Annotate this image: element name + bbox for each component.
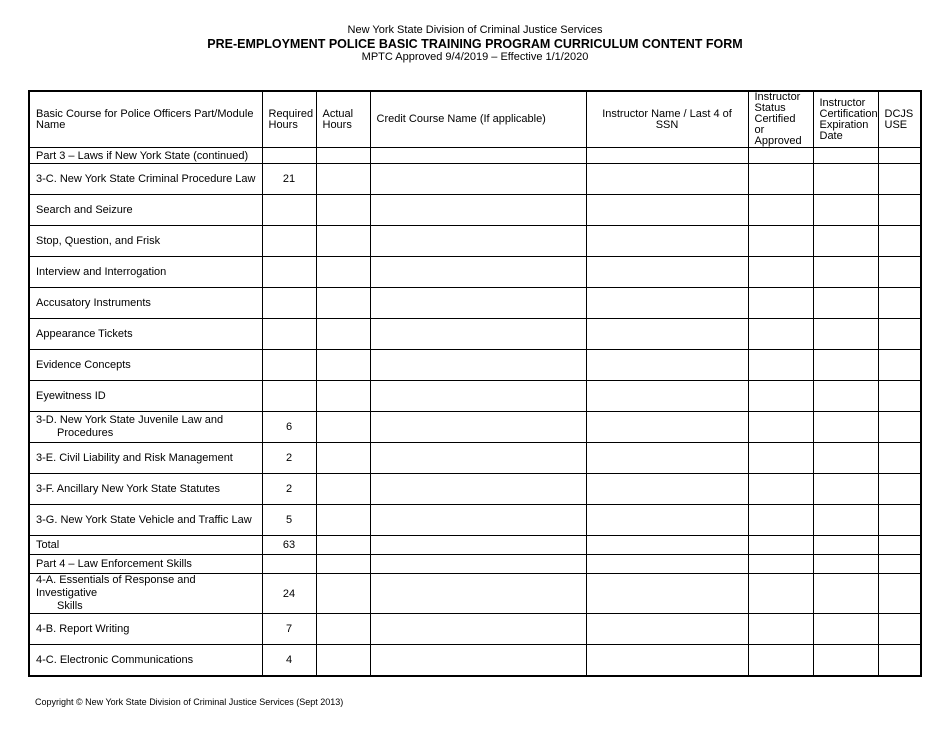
table-row bbox=[29, 319, 921, 350]
actual-hours-cell[interactable] bbox=[316, 412, 370, 443]
table-row bbox=[29, 474, 921, 505]
actual-hours-cell[interactable] bbox=[316, 257, 370, 288]
dcjs-use-cell bbox=[878, 226, 921, 257]
instructor-name-cell[interactable] bbox=[586, 164, 748, 195]
required-hours bbox=[262, 195, 316, 226]
curriculum-table bbox=[28, 90, 922, 677]
col-instructor-status: Instructor Status Certified or Approved bbox=[748, 91, 813, 148]
module-name: Accusatory Instruments bbox=[29, 288, 262, 319]
actual-hours-cell[interactable] bbox=[316, 350, 370, 381]
col-actual-hours: Actual Hours bbox=[316, 91, 370, 148]
required-hours bbox=[262, 319, 316, 350]
module-name: 3-G. New York State Vehicle and Traffic Law bbox=[29, 505, 262, 536]
instructor-name-cell[interactable] bbox=[586, 505, 748, 536]
instructor-status-cell[interactable] bbox=[748, 381, 813, 412]
credit-course-cell[interactable] bbox=[370, 164, 586, 195]
actual-hours-cell[interactable] bbox=[316, 381, 370, 412]
instructor-name-cell[interactable] bbox=[586, 645, 748, 676]
credit-course-cell[interactable] bbox=[370, 536, 586, 555]
col-module-name: Basic Course for Police Officers Part/Module Name bbox=[29, 91, 262, 148]
module-name: Stop, Question, and Frisk bbox=[29, 226, 262, 257]
credit-course-cell[interactable] bbox=[370, 645, 586, 676]
copyright-footer: Copyright © New York State Division of Criminal Justice Services (Sept 2013) bbox=[35, 697, 344, 707]
table-row bbox=[29, 195, 921, 226]
dcjs-use-cell bbox=[878, 288, 921, 319]
table-row bbox=[29, 505, 921, 536]
dcjs-use-cell bbox=[878, 412, 921, 443]
instructor-name-cell[interactable] bbox=[586, 536, 748, 555]
required-hours: 7 bbox=[262, 614, 316, 645]
table-row bbox=[29, 257, 921, 288]
instructor-name-cell[interactable] bbox=[586, 195, 748, 226]
approval-line: MPTC Approved 9/4/2019 – Effective 1/1/2020 bbox=[361, 51, 589, 63]
instructor-name-cell[interactable] bbox=[586, 555, 748, 574]
module-name: Search and Seizure bbox=[29, 195, 262, 226]
required-hours bbox=[262, 381, 316, 412]
actual-hours-cell[interactable] bbox=[316, 505, 370, 536]
instructor-name-cell[interactable] bbox=[586, 226, 748, 257]
col-instructor-cert: Instructor Certification Expiration Date bbox=[813, 91, 878, 148]
required-hours: 21 bbox=[262, 164, 316, 195]
instructor-cert-cell[interactable] bbox=[813, 164, 878, 195]
instructor-cert-cell[interactable] bbox=[813, 226, 878, 257]
credit-course-cell[interactable] bbox=[370, 443, 586, 474]
required-hours bbox=[262, 350, 316, 381]
instructor-status-cell[interactable] bbox=[748, 645, 813, 676]
instructor-status-cell[interactable] bbox=[748, 474, 813, 505]
header-row bbox=[29, 91, 921, 148]
table-row bbox=[29, 350, 921, 381]
instructor-cert-cell[interactable] bbox=[813, 195, 878, 226]
credit-course-cell[interactable] bbox=[370, 288, 586, 319]
col-required-hours: Required Hours bbox=[262, 91, 316, 148]
actual-hours-cell[interactable] bbox=[316, 148, 370, 164]
actual-hours-cell[interactable] bbox=[316, 574, 370, 614]
dcjs-use-cell bbox=[878, 555, 921, 574]
credit-course-cell[interactable] bbox=[370, 614, 586, 645]
dcjs-use-cell bbox=[878, 614, 921, 645]
dcjs-use-cell bbox=[878, 505, 921, 536]
instructor-status-cell[interactable] bbox=[748, 148, 813, 164]
dcjs-use-cell bbox=[878, 350, 921, 381]
module-name: 3-F. Ancillary New York State Statutes bbox=[29, 474, 262, 505]
instructor-name-cell[interactable] bbox=[586, 257, 748, 288]
actual-hours-cell[interactable] bbox=[316, 645, 370, 676]
module-name-line1: 3-D. New York State Juvenile Law and bbox=[36, 414, 224, 426]
instructor-cert-cell[interactable] bbox=[813, 505, 878, 536]
required-hours: 4 bbox=[262, 645, 316, 676]
credit-course-cell[interactable] bbox=[370, 412, 586, 443]
col-dcjs-use: DCJS USE bbox=[878, 91, 921, 148]
dcjs-use-cell bbox=[878, 164, 921, 195]
actual-hours-cell[interactable] bbox=[316, 319, 370, 350]
instructor-cert-cell[interactable] bbox=[813, 536, 878, 555]
module-name: Evidence Concepts bbox=[29, 350, 262, 381]
total-row bbox=[29, 536, 921, 555]
module-name: 4-C. Electronic Communications bbox=[29, 645, 262, 676]
module-name-line2: Procedures bbox=[57, 427, 114, 439]
required-hours bbox=[262, 226, 316, 257]
module-name: 4-B. Report Writing bbox=[29, 614, 262, 645]
credit-course-cell[interactable] bbox=[370, 257, 586, 288]
credit-course-cell[interactable] bbox=[370, 474, 586, 505]
table-row bbox=[29, 164, 921, 195]
credit-course-cell[interactable] bbox=[370, 195, 586, 226]
instructor-cert-cell[interactable] bbox=[813, 350, 878, 381]
instructor-name-cell[interactable] bbox=[586, 381, 748, 412]
credit-course-cell[interactable] bbox=[370, 574, 586, 614]
instructor-status-cell[interactable] bbox=[748, 288, 813, 319]
instructor-cert-cell[interactable] bbox=[813, 574, 878, 614]
instructor-name-cell[interactable] bbox=[586, 288, 748, 319]
dcjs-use-cell bbox=[878, 381, 921, 412]
required-hours bbox=[262, 288, 316, 319]
instructor-cert-cell[interactable] bbox=[813, 381, 878, 412]
required-hours: 24 bbox=[262, 574, 316, 614]
instructor-cert-cell[interactable] bbox=[813, 555, 878, 574]
module-name-line2: Skills bbox=[57, 600, 83, 612]
instructor-status-cell[interactable] bbox=[748, 443, 813, 474]
credit-course-cell[interactable] bbox=[370, 319, 586, 350]
dcjs-use-cell bbox=[878, 574, 921, 614]
col-instructor-name: Instructor Name / Last 4 of SSN bbox=[586, 91, 748, 148]
instructor-cert-cell[interactable] bbox=[813, 412, 878, 443]
actual-hours-cell[interactable] bbox=[316, 536, 370, 555]
instructor-name-cell[interactable] bbox=[586, 350, 748, 381]
module-name bbox=[29, 412, 262, 443]
required-hours: 5 bbox=[262, 505, 316, 536]
table-row bbox=[29, 645, 921, 676]
instructor-name-cell[interactable] bbox=[586, 574, 748, 614]
section-title: Part 4 – Law Enforcement Skills bbox=[29, 555, 262, 574]
table-row bbox=[29, 288, 921, 319]
module-name: Appearance Tickets bbox=[29, 319, 262, 350]
instructor-status-cell[interactable] bbox=[748, 505, 813, 536]
instructor-cert-cell[interactable] bbox=[813, 645, 878, 676]
module-name: Interview and Interrogation bbox=[29, 257, 262, 288]
table-row bbox=[29, 381, 921, 412]
credit-course-cell[interactable] bbox=[370, 381, 586, 412]
required-hours bbox=[262, 555, 316, 574]
instructor-status-cell[interactable] bbox=[748, 555, 813, 574]
module-name: 3-E. Civil Liability and Risk Management bbox=[29, 443, 262, 474]
form-title: PRE-EMPLOYMENT POLICE BASIC TRAINING PROGRAM CURRICULUM CONTENT FORM bbox=[207, 37, 743, 51]
instructor-name-cell[interactable] bbox=[586, 319, 748, 350]
credit-course-cell[interactable] bbox=[370, 226, 586, 257]
credit-course-cell[interactable] bbox=[370, 505, 586, 536]
instructor-name-cell[interactable] bbox=[586, 412, 748, 443]
instructor-cert-cell[interactable] bbox=[813, 319, 878, 350]
instructor-cert-cell[interactable] bbox=[813, 288, 878, 319]
dcjs-use-cell bbox=[878, 319, 921, 350]
actual-hours-cell[interactable] bbox=[316, 226, 370, 257]
required-hours bbox=[262, 148, 316, 164]
instructor-cert-cell[interactable] bbox=[813, 148, 878, 164]
dcjs-use-cell bbox=[878, 195, 921, 226]
dcjs-use-cell bbox=[878, 443, 921, 474]
table-row bbox=[29, 614, 921, 645]
instructor-name-cell[interactable] bbox=[586, 443, 748, 474]
instructor-cert-cell[interactable] bbox=[813, 443, 878, 474]
instructor-status-cell[interactable] bbox=[748, 350, 813, 381]
instructor-name-cell[interactable] bbox=[586, 148, 748, 164]
actual-hours-cell[interactable] bbox=[316, 195, 370, 226]
instructor-status-cell[interactable] bbox=[748, 195, 813, 226]
instructor-status-cell[interactable] bbox=[748, 412, 813, 443]
instructor-status-cell[interactable] bbox=[748, 614, 813, 645]
table-row bbox=[29, 412, 921, 443]
actual-hours-cell[interactable] bbox=[316, 164, 370, 195]
credit-course-cell[interactable] bbox=[370, 148, 586, 164]
table-row bbox=[29, 148, 921, 164]
instructor-status-cell[interactable] bbox=[748, 164, 813, 195]
agency-name: New York State Division of Criminal Justice Services bbox=[347, 24, 603, 36]
table-row bbox=[29, 226, 921, 257]
required-hours: 6 bbox=[262, 412, 316, 443]
credit-course-cell[interactable] bbox=[370, 555, 586, 574]
dcjs-use-cell bbox=[878, 536, 921, 555]
actual-hours-cell[interactable] bbox=[316, 614, 370, 645]
dcjs-use-cell bbox=[878, 257, 921, 288]
module-name: 3-C. New York State Criminal Procedure Law bbox=[29, 164, 262, 195]
section-header-row bbox=[29, 555, 921, 574]
actual-hours-cell[interactable] bbox=[316, 474, 370, 505]
table-row bbox=[29, 443, 921, 474]
required-hours bbox=[262, 257, 316, 288]
module-name: Eyewitness ID bbox=[29, 381, 262, 412]
module-name bbox=[29, 574, 262, 614]
module-name-line1: 4-A. Essentials of Response and Investigative bbox=[36, 574, 196, 599]
total-hours: 63 bbox=[262, 536, 316, 555]
module-name: Part 3 – Laws if New York State (continued) bbox=[29, 148, 262, 164]
instructor-status-cell[interactable] bbox=[748, 536, 813, 555]
instructor-cert-cell[interactable] bbox=[813, 474, 878, 505]
instructor-cert-cell[interactable] bbox=[813, 257, 878, 288]
dcjs-use-cell bbox=[878, 148, 921, 164]
required-hours: 2 bbox=[262, 474, 316, 505]
instructor-status-cell[interactable] bbox=[748, 257, 813, 288]
instructor-name-cell[interactable] bbox=[586, 474, 748, 505]
actual-hours-cell[interactable] bbox=[316, 443, 370, 474]
actual-hours-cell[interactable] bbox=[316, 288, 370, 319]
required-hours: 2 bbox=[262, 443, 316, 474]
credit-course-cell[interactable] bbox=[370, 350, 586, 381]
actual-hours-cell[interactable] bbox=[316, 555, 370, 574]
instructor-status-cell[interactable] bbox=[748, 319, 813, 350]
total-label: Total bbox=[29, 536, 262, 555]
col-credit-course: Credit Course Name (If applicable) bbox=[370, 91, 586, 148]
dcjs-use-cell bbox=[878, 474, 921, 505]
instructor-status-cell[interactable] bbox=[748, 226, 813, 257]
dcjs-use-cell bbox=[878, 645, 921, 676]
form-header bbox=[0, 24, 950, 64]
table-row bbox=[29, 574, 921, 614]
instructor-name-cell[interactable] bbox=[586, 614, 748, 645]
instructor-status-cell[interactable] bbox=[748, 574, 813, 614]
instructor-cert-cell[interactable] bbox=[813, 614, 878, 645]
